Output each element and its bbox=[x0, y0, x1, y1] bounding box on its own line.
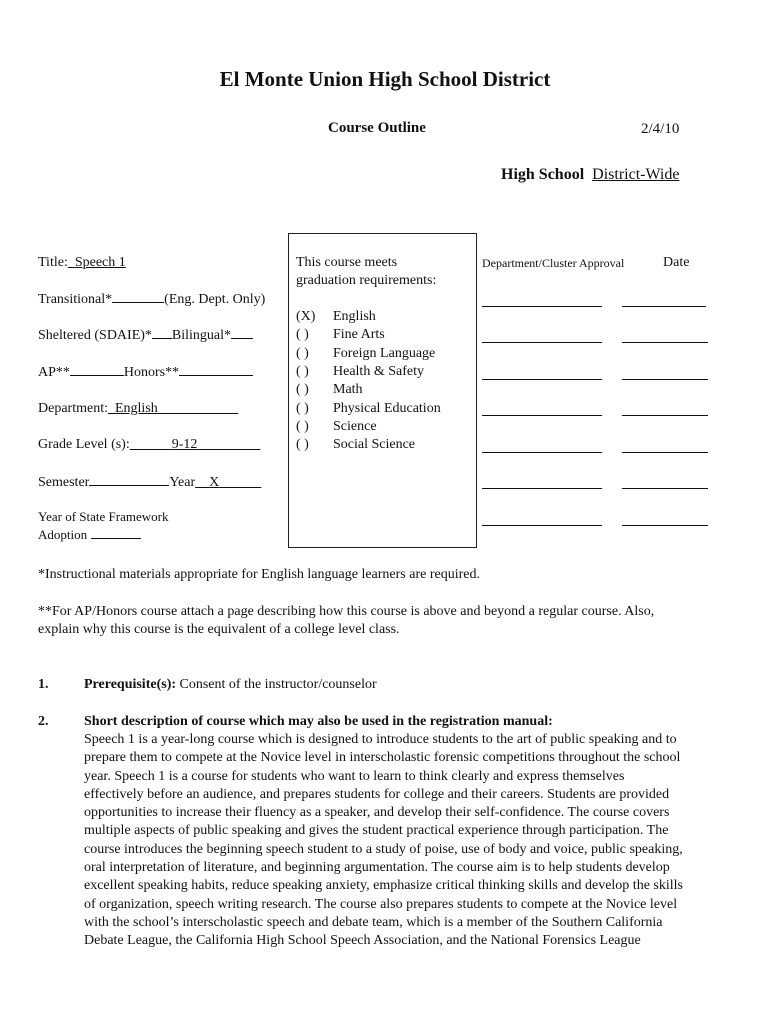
description-line: opportunities to increase their fluency as a speaker, and develop their self-confidence. The course covers bbox=[84, 805, 670, 821]
grade-level-field bbox=[38, 436, 258, 454]
requirement-mark: ( ) bbox=[296, 382, 309, 397]
year-label: Year bbox=[169, 475, 196, 490]
approval-signature-line bbox=[482, 488, 602, 489]
approval-signature-line bbox=[482, 379, 602, 380]
requirement-label: Science bbox=[333, 419, 377, 434]
document-type: Course Outline bbox=[328, 120, 426, 136]
requirement-english bbox=[296, 308, 376, 326]
section-1-prerequisites bbox=[84, 676, 377, 694]
transitional-label: Transitional* bbox=[38, 292, 113, 307]
requirement-foreign-language bbox=[296, 345, 435, 363]
approval-signature-line bbox=[482, 415, 602, 416]
description-line: multiple aspects of public speaking and gives the student practical experience through participation. The bbox=[84, 823, 669, 839]
description-line: of organization, speech writing research. The course also prepares students to compete at the Novice level bbox=[84, 896, 678, 912]
approval-date-header: Date bbox=[663, 255, 690, 270]
semester-label: Semester bbox=[38, 475, 90, 490]
requirement-label: Social Science bbox=[333, 437, 416, 452]
requirement-label: Math bbox=[333, 382, 363, 397]
department-label: Department: bbox=[38, 401, 108, 416]
requirement-fine-arts bbox=[296, 326, 385, 344]
description-line: oral interpretation of literature, and beginning argumentation. The course aim is to help students develop bbox=[84, 860, 670, 876]
requirement-mark: ( ) bbox=[296, 346, 309, 361]
bilingual-label: Bilingual* bbox=[171, 328, 232, 343]
approval-date-line bbox=[622, 452, 708, 453]
department-value: English bbox=[114, 401, 158, 416]
requirement-label: English bbox=[333, 309, 376, 324]
section-1-text: Consent of the instructor/counselor bbox=[176, 677, 377, 692]
section-2-description bbox=[84, 731, 736, 951]
requirement-social-science bbox=[296, 436, 415, 454]
approval-date-line bbox=[622, 342, 708, 343]
approval-date-line bbox=[622, 415, 708, 416]
approval-date-line bbox=[622, 488, 708, 489]
transitional-blank bbox=[112, 290, 164, 303]
ap-note-line-1: **For AP/Honors course attach a page describing how this course is above and beyond a regular course. Also, bbox=[38, 604, 655, 619]
requirement-physical-education bbox=[296, 400, 441, 418]
document-date: 2/4/10 bbox=[641, 121, 680, 137]
school-value: District-Wide bbox=[592, 166, 680, 183]
framework-blank bbox=[91, 526, 141, 539]
district-title: El Monte Union High School District bbox=[219, 67, 551, 91]
description-line: year. Speech 1 is a course for students who want to learn to think clearly and express themselves bbox=[84, 768, 625, 784]
ap-blank bbox=[70, 363, 124, 376]
school-label: High School bbox=[501, 166, 585, 183]
requirement-mark: ( ) bbox=[296, 401, 309, 416]
approval-date-line bbox=[622, 306, 706, 307]
grade-value: 9-12 bbox=[171, 437, 198, 452]
semester-year-field bbox=[38, 473, 255, 492]
description-line: with the school’s interscholastic speech and debate team, which is a member of the Southern California bbox=[84, 914, 663, 930]
year-value: X bbox=[209, 475, 220, 490]
graduation-intro-1: This course meets bbox=[296, 255, 398, 270]
description-line: course introduces the beginning speech student to a study of poise, use of body and voice, public speaking, bbox=[84, 841, 683, 857]
requirement-mark: ( ) bbox=[296, 327, 309, 342]
requirement-mark: ( ) bbox=[296, 364, 309, 379]
sheltered-blank bbox=[152, 326, 172, 339]
semester-blank bbox=[89, 473, 169, 486]
description-line: excellent speaking habits, reduce speaking anxiety, emphasize critical thinking skills and develop the skills bbox=[84, 878, 683, 894]
school-line bbox=[501, 165, 679, 186]
title-label: Title: bbox=[38, 255, 68, 270]
section-1-number: 1. bbox=[38, 677, 49, 692]
ap-label: AP** bbox=[38, 365, 70, 380]
instructional-note: *Instructional materials appropriate for English language learners are required. bbox=[38, 567, 480, 582]
section-1-heading: Prerequisite(s): bbox=[84, 677, 177, 692]
requirement-math bbox=[296, 381, 363, 399]
requirement-mark: (X) bbox=[296, 309, 316, 324]
honors-blank bbox=[179, 363, 253, 376]
framework-adoption-label: Adoption bbox=[38, 527, 88, 542]
section-2-heading: Short description of course which may also be used in the registration manual: bbox=[84, 714, 553, 729]
description-line: prepare them to compete at the Novice level in interscholastic forensic competitions throughout the school bbox=[84, 750, 681, 766]
approval-date-line bbox=[622, 379, 708, 380]
section-2-number: 2. bbox=[38, 714, 49, 729]
requirement-label: Physical Education bbox=[333, 401, 441, 416]
sheltered-field bbox=[38, 326, 253, 345]
grade-label: Grade Level (s): bbox=[38, 437, 130, 452]
ap-honors-field bbox=[38, 363, 253, 382]
description-line: Speech 1 is a year-long course which is designed to introduce students to the art of public speaking and to bbox=[84, 732, 677, 747]
approval-date-line bbox=[622, 525, 708, 526]
requirement-mark: ( ) bbox=[296, 437, 309, 452]
approval-signature-line bbox=[482, 342, 602, 343]
graduation-intro-2: graduation requirements: bbox=[296, 273, 437, 288]
description-line: effectively before an audience, and prepares students for college and their careers. Students are provided bbox=[84, 786, 670, 802]
requirement-label: Health & Safety bbox=[333, 364, 424, 379]
requirement-label: Fine Arts bbox=[333, 327, 385, 342]
approval-signature-line bbox=[482, 525, 602, 526]
transitional-suffix: (Eng. Dept. Only) bbox=[164, 292, 266, 307]
bilingual-blank bbox=[231, 326, 253, 339]
sheltered-label: Sheltered (SDAIE)* bbox=[38, 328, 152, 343]
approval-signature-line bbox=[482, 452, 602, 453]
requirement-mark: ( ) bbox=[296, 419, 309, 434]
framework-line-2 bbox=[38, 526, 141, 544]
title-value: Speech 1 bbox=[74, 255, 126, 270]
framework-line-1: Year of State Framework bbox=[38, 509, 169, 524]
transitional-field bbox=[38, 290, 265, 309]
description-line: Debate League, the California High School Speech Association, and the National Forensics League bbox=[84, 933, 641, 949]
approval-header: Department/Cluster Approval bbox=[482, 256, 625, 270]
requirement-science bbox=[296, 418, 377, 436]
department-field bbox=[38, 400, 260, 418]
title-field bbox=[38, 254, 264, 272]
ap-note-line-2: explain why this course is the equivalent of a college level class. bbox=[38, 622, 400, 637]
approval-signature-line bbox=[482, 306, 602, 307]
requirement-label: Foreign Language bbox=[333, 346, 436, 361]
honors-label: Honors** bbox=[123, 365, 180, 380]
requirement-health-safety bbox=[296, 363, 424, 381]
